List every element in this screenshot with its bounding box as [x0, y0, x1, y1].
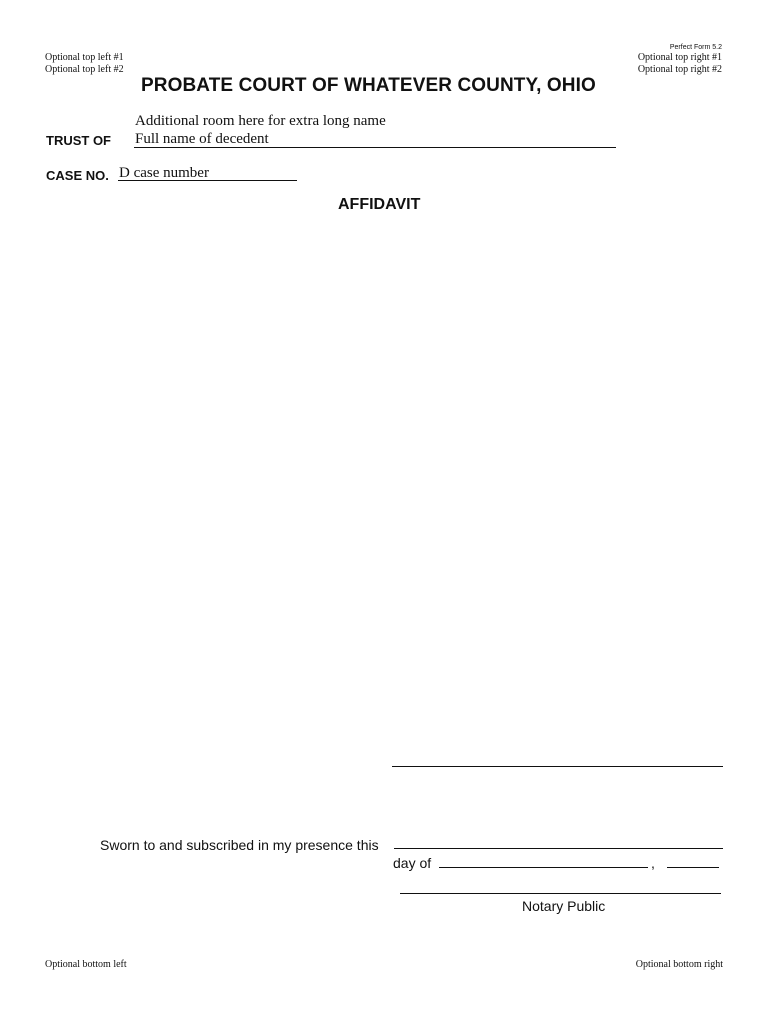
top-left-line-2: Optional top left #2 — [45, 64, 124, 75]
trust-name-field[interactable]: Full name of decedent — [135, 131, 269, 147]
affidavit-title: AFFIDAVIT — [338, 196, 421, 213]
affidavit-body-area[interactable] — [45, 222, 725, 752]
day-of-label: day of — [393, 855, 432, 871]
case-no-label: CASE NO. — [46, 168, 109, 183]
top-right-line-1: Optional top right #1 — [637, 52, 722, 63]
case-number-underline — [118, 180, 297, 181]
sworn-day-line[interactable] — [394, 848, 723, 849]
court-title: PROBATE COURT OF WHATEVER COUNTY, OHIO — [141, 75, 596, 96]
date-comma: , — [651, 855, 655, 871]
affiant-signature-line[interactable] — [392, 766, 723, 767]
case-number-field[interactable]: D case number — [119, 165, 209, 181]
trust-of-label: TRUST OF — [46, 133, 111, 148]
form-id: Perfect Form 5.2 — [669, 44, 722, 51]
trust-extra-name[interactable]: Additional room here for extra long name — [135, 113, 386, 129]
sworn-text: Sworn to and subscribed in my presence this — [100, 837, 379, 853]
top-right-line-2: Optional top right #2 — [637, 64, 722, 75]
bottom-left-text: Optional bottom left — [45, 959, 127, 970]
notary-signature-line[interactable] — [400, 893, 721, 894]
notary-public-label: Notary Public — [522, 898, 606, 914]
year-line[interactable] — [667, 867, 719, 868]
top-left-line-1: Optional top left #1 — [45, 52, 124, 63]
month-line[interactable] — [439, 867, 648, 868]
trust-name-underline — [134, 147, 616, 148]
bottom-right-text: Optional bottom right — [635, 959, 723, 970]
